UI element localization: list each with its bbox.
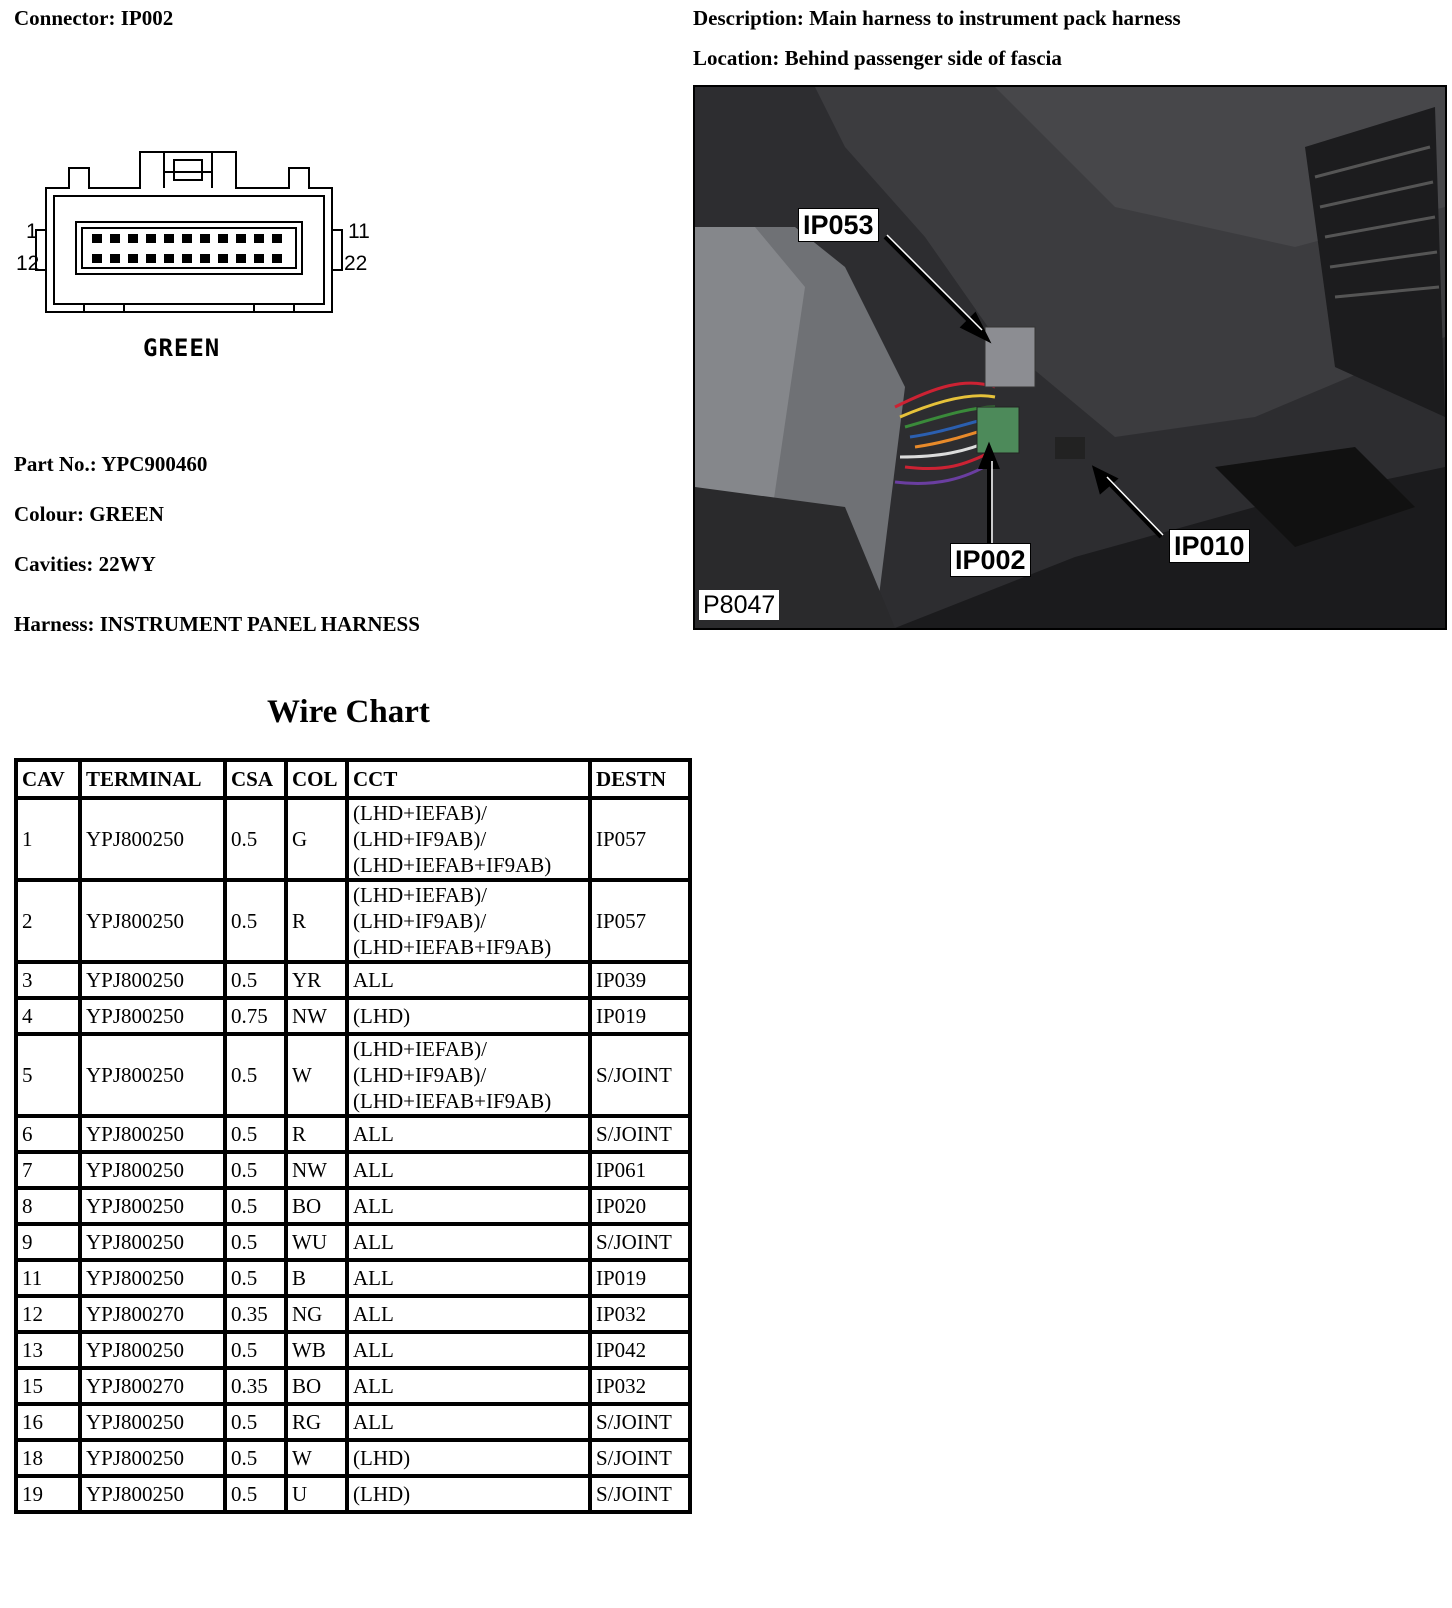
destination-cell: S/JOINT xyxy=(590,1034,690,1116)
cav-cell: 3 xyxy=(16,962,80,998)
csa-cell: 0.5 xyxy=(225,1332,286,1368)
cct-line: (LHD+IEFAB+IF9AB) xyxy=(353,935,552,959)
table-row xyxy=(16,998,690,1034)
cct-cell xyxy=(347,962,590,998)
callout-ip002: IP002 xyxy=(950,543,1031,577)
terminal-cell: YPJ800250 xyxy=(80,880,225,962)
csa-cell: 0.5 xyxy=(225,1404,286,1440)
csa-cell: 0.5 xyxy=(225,798,286,880)
cav-cell: 15 xyxy=(16,1368,80,1404)
wire-chart-body xyxy=(16,798,690,1512)
cct-cell xyxy=(347,1476,590,1512)
table-row xyxy=(16,1296,690,1332)
cct-line: (LHD+IEFAB)/ xyxy=(353,801,487,825)
harness: Harness: INSTRUMENT PANEL HARNESS xyxy=(14,612,420,636)
table-row xyxy=(16,798,690,880)
colour-cell: WB xyxy=(286,1332,347,1368)
terminal-cell: YPJ800250 xyxy=(80,1224,225,1260)
table-row xyxy=(16,880,690,962)
cavities: Cavities: 22WY xyxy=(14,552,156,576)
cct-line: ALL xyxy=(353,1410,394,1434)
destination-cell: IP057 xyxy=(590,798,690,880)
terminal-cell: YPJ800250 xyxy=(80,962,225,998)
colour-cell: RG xyxy=(286,1404,347,1440)
cct-line: ALL xyxy=(353,1374,394,1398)
destination-cell: S/JOINT xyxy=(590,1224,690,1260)
colour-cell: W xyxy=(286,1034,347,1116)
terminal-cell: YPJ800250 xyxy=(80,1440,225,1476)
cct-line: (LHD+IF9AB)/ xyxy=(353,909,487,933)
cct-line: ALL xyxy=(353,1302,394,1326)
table-row xyxy=(16,1260,690,1296)
cav-cell: 1 xyxy=(16,798,80,880)
cct-line: (LHD) xyxy=(353,1004,411,1028)
csa-cell: 0.5 xyxy=(225,1116,286,1152)
cct-cell xyxy=(347,1116,590,1152)
col-header-col: COL xyxy=(286,760,347,798)
colour-cell: NW xyxy=(286,1152,347,1188)
destination-cell: IP042 xyxy=(590,1332,690,1368)
cct-cell xyxy=(347,1188,590,1224)
csa-cell: 0.5 xyxy=(225,962,286,998)
terminal-cell: YPJ800250 xyxy=(80,998,225,1034)
cav-cell: 8 xyxy=(16,1188,80,1224)
csa-cell: 0.5 xyxy=(225,1224,286,1260)
table-row xyxy=(16,1116,690,1152)
connector-outline-graphic xyxy=(14,150,374,320)
destination-cell: IP032 xyxy=(590,1296,690,1332)
part-number: Part No.: YPC900460 xyxy=(14,452,208,476)
cav-cell: 11 xyxy=(16,1260,80,1296)
colour-cell: W xyxy=(286,1440,347,1476)
callout-ip010: IP010 xyxy=(1169,529,1250,563)
pin-label-1: 1 xyxy=(26,220,38,243)
cav-cell: 18 xyxy=(16,1440,80,1476)
csa-cell: 0.5 xyxy=(225,1476,286,1512)
destination-cell: S/JOINT xyxy=(590,1440,690,1476)
cct-cell xyxy=(347,1260,590,1296)
colour-cell: NG xyxy=(286,1296,347,1332)
table-row xyxy=(16,1034,690,1116)
cct-cell xyxy=(347,1224,590,1260)
cav-cell: 2 xyxy=(16,880,80,962)
colour-cell: G xyxy=(286,798,347,880)
cct-line: (LHD+IEFAB+IF9AB) xyxy=(353,1089,552,1113)
csa-cell: 0.5 xyxy=(225,1260,286,1296)
csa-cell: 0.35 xyxy=(225,1368,286,1404)
table-row xyxy=(16,1332,690,1368)
cav-cell: 16 xyxy=(16,1404,80,1440)
table-row xyxy=(16,1368,690,1404)
colour-cell: U xyxy=(286,1476,347,1512)
colour-cell: R xyxy=(286,1116,347,1152)
terminal-cell: YPJ800250 xyxy=(80,1188,225,1224)
destination-cell: IP032 xyxy=(590,1368,690,1404)
col-header-cav: CAV xyxy=(16,760,80,798)
colour: Colour: GREEN xyxy=(14,502,164,526)
location-label: Location: Behind passenger side of fascia xyxy=(693,46,1062,70)
csa-cell: 0.5 xyxy=(225,1440,286,1476)
table-row xyxy=(16,1404,690,1440)
colour-cell: BO xyxy=(286,1368,347,1404)
terminal-cell: YPJ800250 xyxy=(80,1152,225,1188)
colour-cell: WU xyxy=(286,1224,347,1260)
colour-cell: NW xyxy=(286,998,347,1034)
csa-cell: 0.5 xyxy=(225,1034,286,1116)
col-header-destn: DESTN xyxy=(590,760,690,798)
dashboard-photo-graphic xyxy=(695,87,1445,628)
terminal-cell: YPJ800250 xyxy=(80,1260,225,1296)
cct-cell xyxy=(347,798,590,880)
colour-cell: YR xyxy=(286,962,347,998)
terminal-cell: YPJ800250 xyxy=(80,1034,225,1116)
wire-chart-title: Wire Chart xyxy=(267,694,430,730)
destination-cell: S/JOINT xyxy=(590,1404,690,1440)
cav-cell: 19 xyxy=(16,1476,80,1512)
cav-cell: 7 xyxy=(16,1152,80,1188)
cav-cell: 6 xyxy=(16,1116,80,1152)
csa-cell: 0.5 xyxy=(225,1188,286,1224)
terminal-cell: YPJ800270 xyxy=(80,1368,225,1404)
cct-line: ALL xyxy=(353,968,394,992)
col-header-terminal: TERMINAL xyxy=(80,760,225,798)
cct-cell xyxy=(347,1440,590,1476)
cct-line: (LHD) xyxy=(353,1482,411,1506)
cct-line: (LHD+IEFAB)/ xyxy=(353,1037,487,1061)
connector-label: Connector: IP002 xyxy=(14,6,174,30)
wire-chart-header-row xyxy=(16,760,690,798)
destination-cell: IP057 xyxy=(590,880,690,962)
cct-line: ALL xyxy=(353,1266,394,1290)
cct-line: ALL xyxy=(353,1122,394,1146)
csa-cell: 0.5 xyxy=(225,1152,286,1188)
cct-line: ALL xyxy=(353,1338,394,1362)
col-header-cct: CCT xyxy=(347,760,590,798)
connector-colour-label: GREEN xyxy=(143,334,221,362)
pin-label-11: 11 xyxy=(348,220,370,243)
cct-line: (LHD) xyxy=(353,1446,411,1470)
cct-line: ALL xyxy=(353,1194,394,1218)
csa-cell: 0.5 xyxy=(225,880,286,962)
terminal-cell: YPJ800250 xyxy=(80,1332,225,1368)
cct-cell xyxy=(347,1034,590,1116)
cct-cell xyxy=(347,880,590,962)
destination-cell: IP019 xyxy=(590,998,690,1034)
terminal-cell: YPJ800250 xyxy=(80,798,225,880)
cav-cell: 9 xyxy=(16,1224,80,1260)
cct-cell xyxy=(347,1404,590,1440)
destination-cell: IP020 xyxy=(590,1188,690,1224)
csa-cell: 0.75 xyxy=(225,998,286,1034)
callout-ip053: IP053 xyxy=(798,208,879,242)
destination-cell: S/JOINT xyxy=(590,1476,690,1512)
cav-cell: 13 xyxy=(16,1332,80,1368)
csa-cell: 0.35 xyxy=(225,1296,286,1332)
col-header-csa: CSA xyxy=(225,760,286,798)
colour-cell: B xyxy=(286,1260,347,1296)
table-row xyxy=(16,1440,690,1476)
terminal-cell: YPJ800270 xyxy=(80,1296,225,1332)
terminal-cell: YPJ800250 xyxy=(80,1476,225,1512)
pin-label-12: 12 xyxy=(16,252,40,275)
cct-cell xyxy=(347,1368,590,1404)
table-row xyxy=(16,962,690,998)
terminal-cell: YPJ800250 xyxy=(80,1404,225,1440)
figure-reference: P8047 xyxy=(699,590,779,620)
destination-cell: IP061 xyxy=(590,1152,690,1188)
cav-cell: 4 xyxy=(16,998,80,1034)
cct-line: (LHD+IF9AB)/ xyxy=(353,827,487,851)
destination-cell: IP019 xyxy=(590,1260,690,1296)
wire-chart-table xyxy=(14,758,692,1514)
cct-line: (LHD+IF9AB)/ xyxy=(353,1063,487,1087)
cct-line: (LHD+IEFAB)/ xyxy=(353,883,487,907)
colour-cell: R xyxy=(286,880,347,962)
destination-cell: S/JOINT xyxy=(590,1116,690,1152)
description-label: Description: Main harness to instrument pack harness xyxy=(693,6,1181,30)
pin-label-22: 22 xyxy=(344,252,368,275)
table-row xyxy=(16,1476,690,1512)
cav-cell: 12 xyxy=(16,1296,80,1332)
cct-cell xyxy=(347,1296,590,1332)
table-row xyxy=(16,1188,690,1224)
cct-cell xyxy=(347,998,590,1034)
cct-cell xyxy=(347,1152,590,1188)
cct-line: (LHD+IEFAB+IF9AB) xyxy=(353,853,552,877)
colour-cell: BO xyxy=(286,1188,347,1224)
location-photo xyxy=(693,85,1447,630)
destination-cell: IP039 xyxy=(590,962,690,998)
cct-line: ALL xyxy=(353,1158,394,1182)
cct-cell xyxy=(347,1332,590,1368)
cct-line: ALL xyxy=(353,1230,394,1254)
cav-cell: 5 xyxy=(16,1034,80,1116)
connector-face-diagram xyxy=(14,150,374,370)
terminal-cell: YPJ800250 xyxy=(80,1116,225,1152)
table-row xyxy=(16,1152,690,1188)
table-row xyxy=(16,1224,690,1260)
